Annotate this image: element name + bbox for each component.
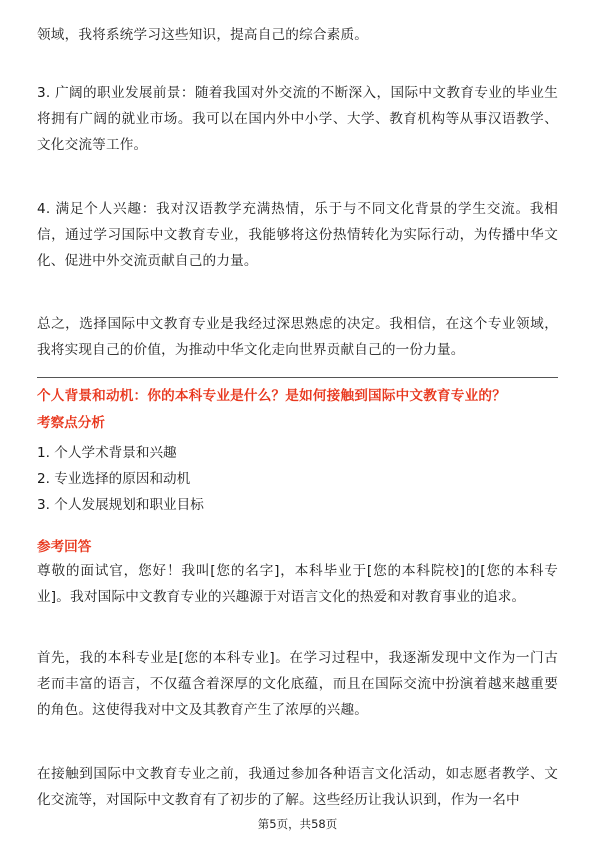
analysis-title: 考察点分析 (37, 415, 105, 431)
paragraph-personal-interest: 4. 满足个人兴趣：我对汉语教学充满热情，乐于与不同文化背景的学生交流。我相信，通过学习国际中文教育专业，我能够将这份热情转化为实际行动，为传播中华文化、促进中外交流贡献自己的力量。 (37, 201, 558, 269)
answer-title: 参考回答 (37, 539, 92, 555)
paragraph-continuation: 领域，我将系统学习这些知识，提高自己的综合素质。 (37, 27, 369, 43)
list-item: 3. 个人发展规划和职业目标 (37, 497, 204, 513)
answer-paragraph-major: 首先，我的本科专业是[您的本科专业]。在学习过程中，我逐渐发现中文作为一门古老而丰富的语言，不仅蕴含着深厚的文化底蕴，而且在国际交流中扮演着越来越重要的角色。这使得我对中文及其教育产生了浓厚的兴趣。 (37, 650, 558, 718)
list-item: 1. 个人学术背景和兴趣 (37, 445, 177, 461)
list-item: 2. 专业选择的原因和动机 (37, 471, 191, 487)
page-number-footer: 第5页，共58页 (257, 817, 338, 831)
section-divider (37, 377, 558, 378)
answer-paragraph-intro: 尊敬的面试官，您好！我叫[您的名字]，本科毕业于[您的本科院校]的[您的本科专业]。我对国际中文教育专业的兴趣源于对语言文化的热爱和对教育事业的追求。 (37, 563, 558, 605)
question-heading: 个人背景和动机：你的本科专业是什么？是如何接触到国际中文教育专业的？ (37, 388, 506, 404)
paragraph-conclusion: 总之，选择国际中文教育专业是我经过深思熟虑的决定。我相信，在这个专业领域，我将实现自己的价值，为推动中华文化走向世界贡献自己的一份力量。 (37, 316, 558, 358)
paragraph-career-prospects: 3. 广阔的职业发展前景：随着我国对外交流的不断深入，国际中文教育专业的毕业生将拥有广阔的就业市场。我可以在国内外中小学、大学、教育机构等从事汉语教学、文化交流等工作。 (37, 85, 558, 153)
analysis-list (37, 440, 558, 518)
answer-paragraph-experience: 在接触到国际中文教育专业之前，我通过参加各种语言文化活动，如志愿者教学、文化交流等，对国际中文教育有了初步的了解。这些经历让我认识到，作为一名中 (37, 766, 558, 808)
